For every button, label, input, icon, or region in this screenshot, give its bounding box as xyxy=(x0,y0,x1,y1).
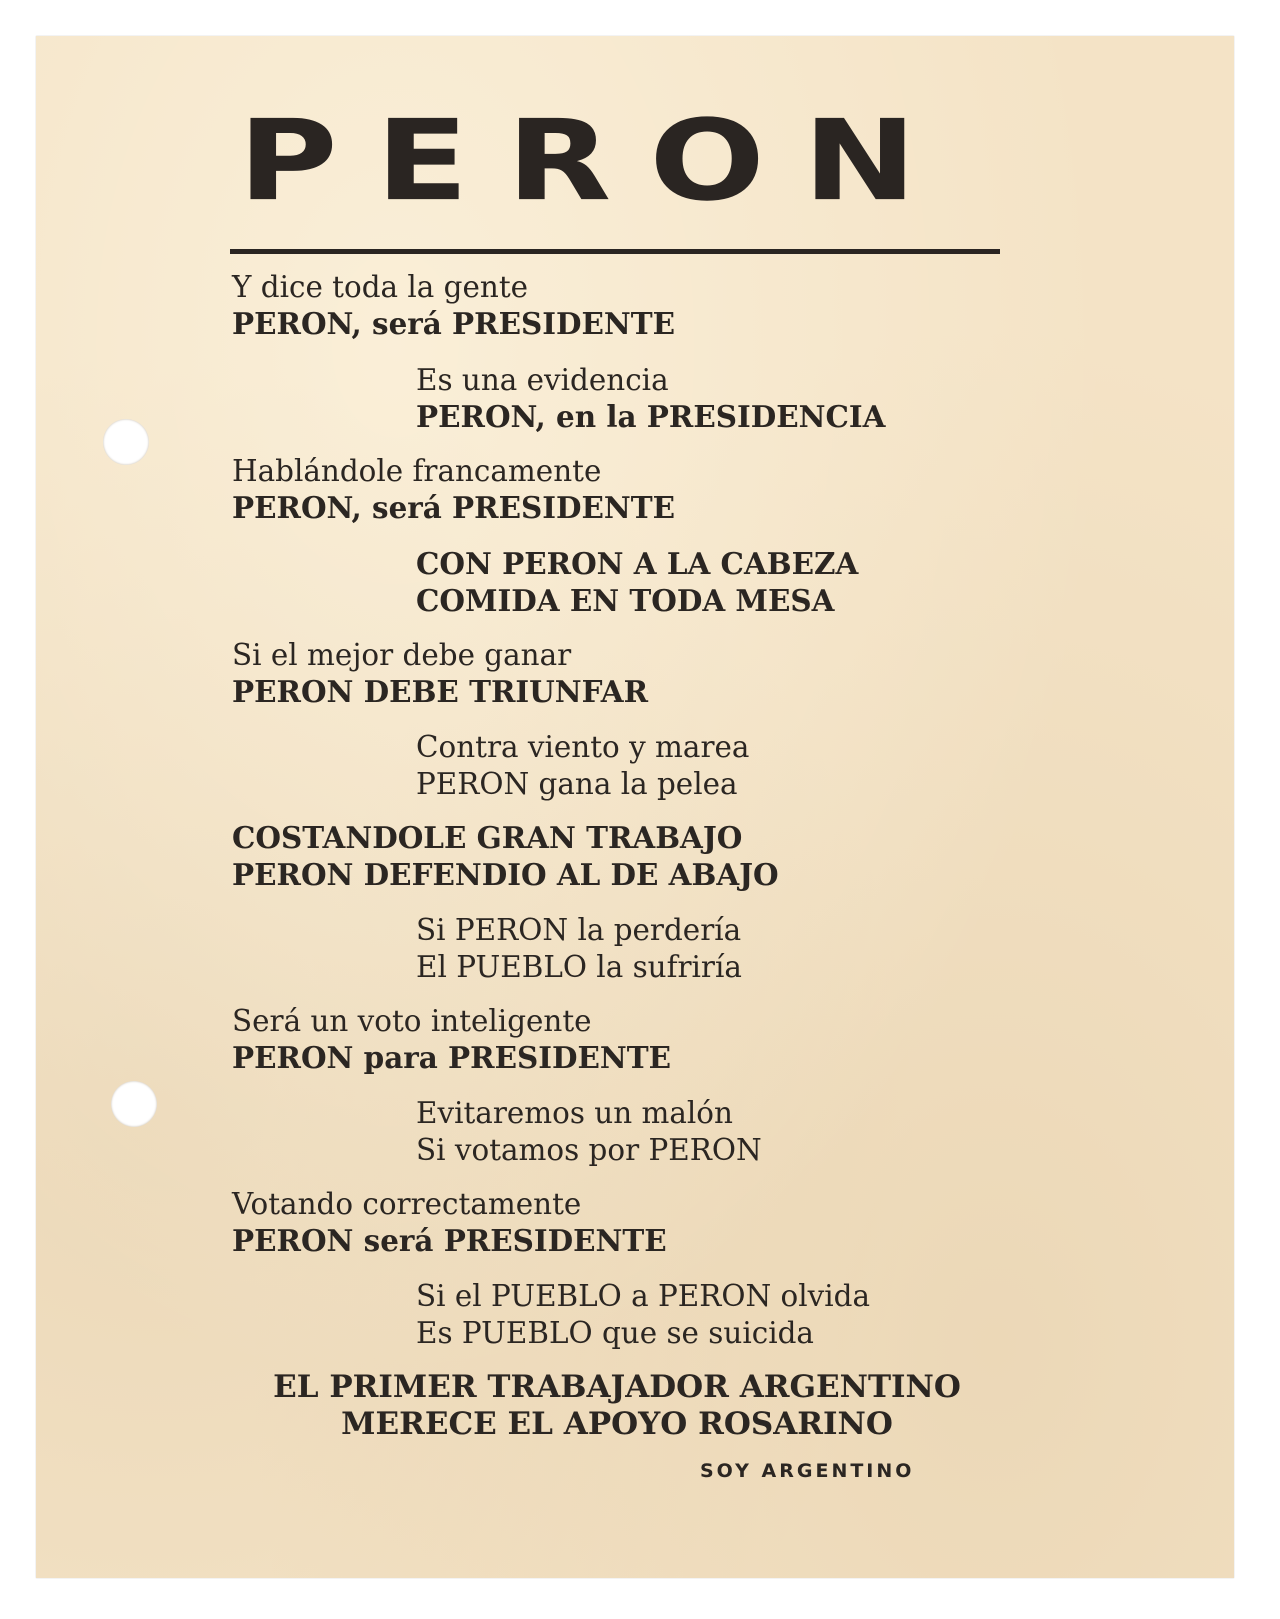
verse-line: COSTANDOLE GRAN TRABAJO xyxy=(232,821,743,856)
closing-slogan-line: EL PRIMER TRABAJADOR ARGENTINO xyxy=(273,1369,961,1405)
verse-line: Contra viento y marea xyxy=(416,730,750,765)
page-title: PERON xyxy=(238,96,955,227)
verse-line: CON PERON A LA CABEZA xyxy=(416,547,859,582)
verse-line: PERON DEFENDIO AL DE ABAJO xyxy=(232,858,779,893)
signature: SOY ARGENTINO xyxy=(700,1460,915,1482)
verse-line: Es PUEBLO que se suicida xyxy=(416,1316,814,1351)
verse-line: Y dice toda la gente xyxy=(232,270,529,305)
verse-line: Es una evidencia xyxy=(416,363,669,398)
verse-line: Evitaremos un malón xyxy=(416,1096,733,1131)
verse-line: COMIDA EN TODA MESA xyxy=(416,584,835,619)
verse-line: Si el PUEBLO a PERON olvida xyxy=(416,1279,871,1314)
verse-line: PERON, en la PRESIDENCIA xyxy=(416,400,886,435)
punch-hole-top xyxy=(103,419,149,465)
verse-line: El PUEBLO la sufriría xyxy=(416,950,742,985)
verse-line: Si el mejor debe ganar xyxy=(232,638,572,673)
title-divider xyxy=(230,249,1000,254)
verse-line: Será un voto inteligente xyxy=(232,1004,592,1039)
verse-line: PERON será PRESIDENTE xyxy=(232,1224,667,1259)
verse-line: PERON gana la pelea xyxy=(416,767,738,802)
verse-line: Hablándole francamente xyxy=(232,454,602,489)
verse-line: PERON para PRESIDENTE xyxy=(232,1041,672,1076)
verse-line: PERON, será PRESIDENTE xyxy=(232,491,676,526)
verse-line: Si PERON la perdería xyxy=(416,913,742,948)
verse-line: Votando correctamente xyxy=(232,1187,582,1222)
punch-hole-bottom xyxy=(111,1081,157,1127)
verse-line: Si votamos por PERON xyxy=(416,1133,762,1168)
verse-line: PERON DEBE TRIUNFAR xyxy=(232,675,649,710)
closing-slogan-line: MERECE EL APOYO ROSARINO xyxy=(341,1406,893,1442)
verse-line: PERON, será PRESIDENTE xyxy=(232,307,676,342)
